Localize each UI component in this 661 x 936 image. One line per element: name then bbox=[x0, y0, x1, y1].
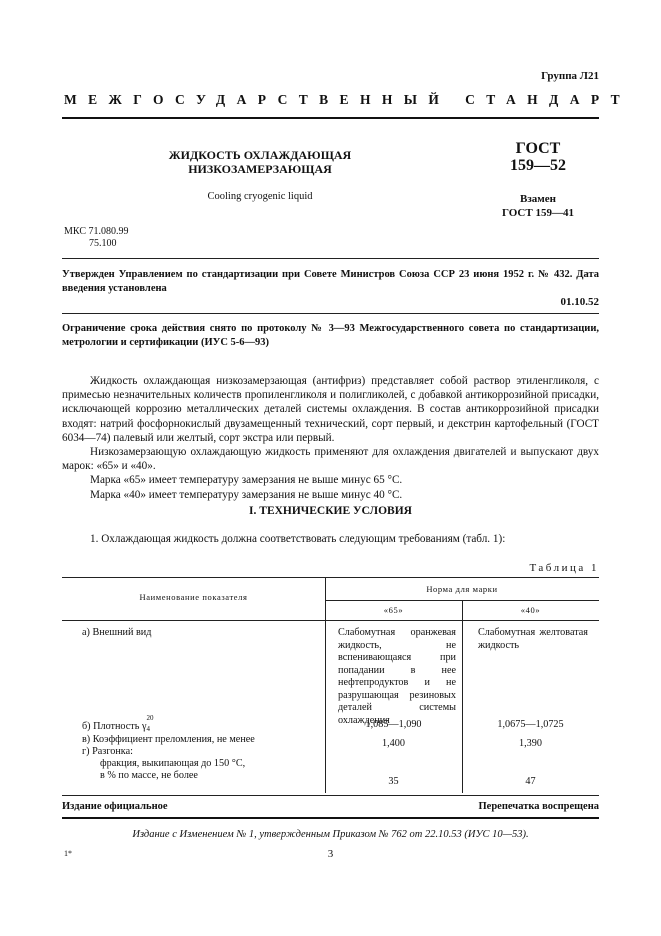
reprint-prohibited: Перепечатка воспрещена bbox=[478, 801, 599, 812]
interstate-standard-heading: МЕЖГОСУДАРСТВЕННЫЙ СТАНДАРТ bbox=[64, 92, 632, 107]
row-distillation-40: 47 bbox=[525, 776, 536, 787]
header-divider bbox=[62, 117, 599, 119]
gost-number: 159—52 bbox=[510, 157, 566, 174]
signature-mark: 1* bbox=[64, 849, 72, 858]
paragraph-grade-40: Марка «40» имеет температуру замерзания не выше минус 40 °С. bbox=[90, 488, 403, 501]
document-title bbox=[150, 148, 370, 176]
introduction-date: 01.10.52 bbox=[560, 296, 599, 308]
table-top-border bbox=[62, 577, 599, 578]
paragraph-grade-65: Марка «65» имеет температуру замерзания не выше минус 65 °С. bbox=[90, 474, 403, 487]
density-sub: 4 bbox=[146, 725, 150, 733]
mks-divider bbox=[62, 258, 599, 259]
limitation-statement: Ограничение срока действия снято по протоколу № 3—93 Межгосударственного совета по стандартизации, метрологии и сертификации (ИУС 5-6—93) bbox=[62, 323, 599, 348]
requirements-table bbox=[62, 577, 599, 793]
row-density-label bbox=[82, 714, 156, 734]
body-text bbox=[62, 374, 599, 502]
gost-designation bbox=[478, 140, 598, 174]
page-number: 3 bbox=[327, 848, 334, 860]
table-bottom-border bbox=[62, 795, 599, 796]
replaces-label: Взамен bbox=[520, 193, 556, 205]
row-refraction-40: 1,390 bbox=[519, 738, 542, 749]
paragraph-usage: Низкозамерзающую охлаждающую жидкость применяют для охлаждения двигателей и выпускают двух марок: «65» и «40». bbox=[62, 446, 599, 473]
density-sup: 20 bbox=[146, 714, 154, 722]
approval-statement: Утвержден Управлением по стандартизации при Совете Министров Союза ССР 23 июня 1952 г. № 432. Дата введения установлена bbox=[62, 269, 599, 294]
column-divider-2 bbox=[462, 600, 463, 793]
title-line-1: ЖИДКОСТЬ ОХЛАЖДАЮЩАЯ bbox=[168, 148, 352, 162]
row-distillation-65: 35 bbox=[388, 776, 399, 787]
density-label-text: б) Плотность γ bbox=[82, 721, 147, 732]
mks-line-1: МКС 71.080.99 bbox=[64, 226, 129, 237]
title-line-2: НИЗКОЗАМЕРЗАЮЩАЯ bbox=[188, 162, 332, 176]
official-edition: Издание официальное bbox=[62, 801, 168, 812]
row-refraction-65: 1,400 bbox=[382, 738, 405, 749]
row-appearance-label: а) Внешний вид bbox=[82, 627, 152, 638]
replaces-number: ГОСТ 159—41 bbox=[502, 207, 574, 219]
gost-label: ГОСТ bbox=[515, 140, 561, 157]
footer-divider bbox=[62, 817, 599, 819]
approval-divider bbox=[62, 313, 599, 314]
row-distillation-mass: в % по массе, не более bbox=[100, 770, 198, 781]
mks-line-2: 75.100 bbox=[89, 238, 117, 249]
english-title: Cooling cryogenic liquid bbox=[207, 191, 313, 202]
row-appearance-65: Слабомутная оранжевая жидкость, не вспенивающаяся при попадании в нее нефтепродуктов и не разрушающая резиновых деталей системы охлаждения bbox=[338, 627, 456, 726]
density-index bbox=[146, 714, 156, 733]
header-norm: Норма для марки bbox=[426, 584, 498, 594]
header-grade-65: «65» bbox=[383, 605, 404, 615]
edition-note: Издание с Изменением № 1, утвержденным Приказом № 762 от 22.10.53 (ИУС 10—53). bbox=[132, 829, 529, 840]
mks-codes bbox=[64, 226, 128, 250]
row-density-40: 1,0675—1,0725 bbox=[497, 719, 564, 730]
row-distillation-fraction: фракция, выкипающая до 150 °С, bbox=[100, 758, 246, 769]
row-refraction-label: в) Коэффициент преломления, не менее bbox=[82, 734, 255, 745]
section-title: I. ТЕХНИЧЕСКИЕ УСЛОВИЯ bbox=[249, 505, 412, 517]
row-distillation-label: г) Разгонка: bbox=[82, 746, 133, 757]
header-indicator: Наименование показателя bbox=[139, 592, 248, 602]
header-grade-40: «40» bbox=[520, 605, 541, 615]
replaces-block bbox=[478, 192, 598, 220]
table-label: Таблица 1 bbox=[529, 562, 599, 574]
paragraph-composition: Жидкость охлаждающая низкозамерзающая (антифриз) представляет собой раствор этиленгликоля, с примесью незначительных количеств пропиленгликоля и полигликолей, с добавкой антикоррозийной присадки, исключающей коррозию металлических деталей системы охлаждения. В состав антикоррозийной присадки входят: натрий фосфорнокислый двузамещенный технический, сорт первый, и декстрин картофельный (ГОСТ 6034—74) палевый или желтый, сорт экстра или первый. bbox=[62, 375, 599, 444]
requirement-clause: 1. Охлаждающая жидкость должна соответствовать следующим требованиям (табл. 1): bbox=[90, 533, 506, 545]
row-density-65: 1,085—1,090 bbox=[365, 719, 422, 730]
table-header-bottom bbox=[62, 620, 599, 621]
group-code: Группа Л21 bbox=[541, 70, 599, 82]
row-appearance-40: Слабомутная желтоватая жидкость bbox=[478, 627, 588, 651]
